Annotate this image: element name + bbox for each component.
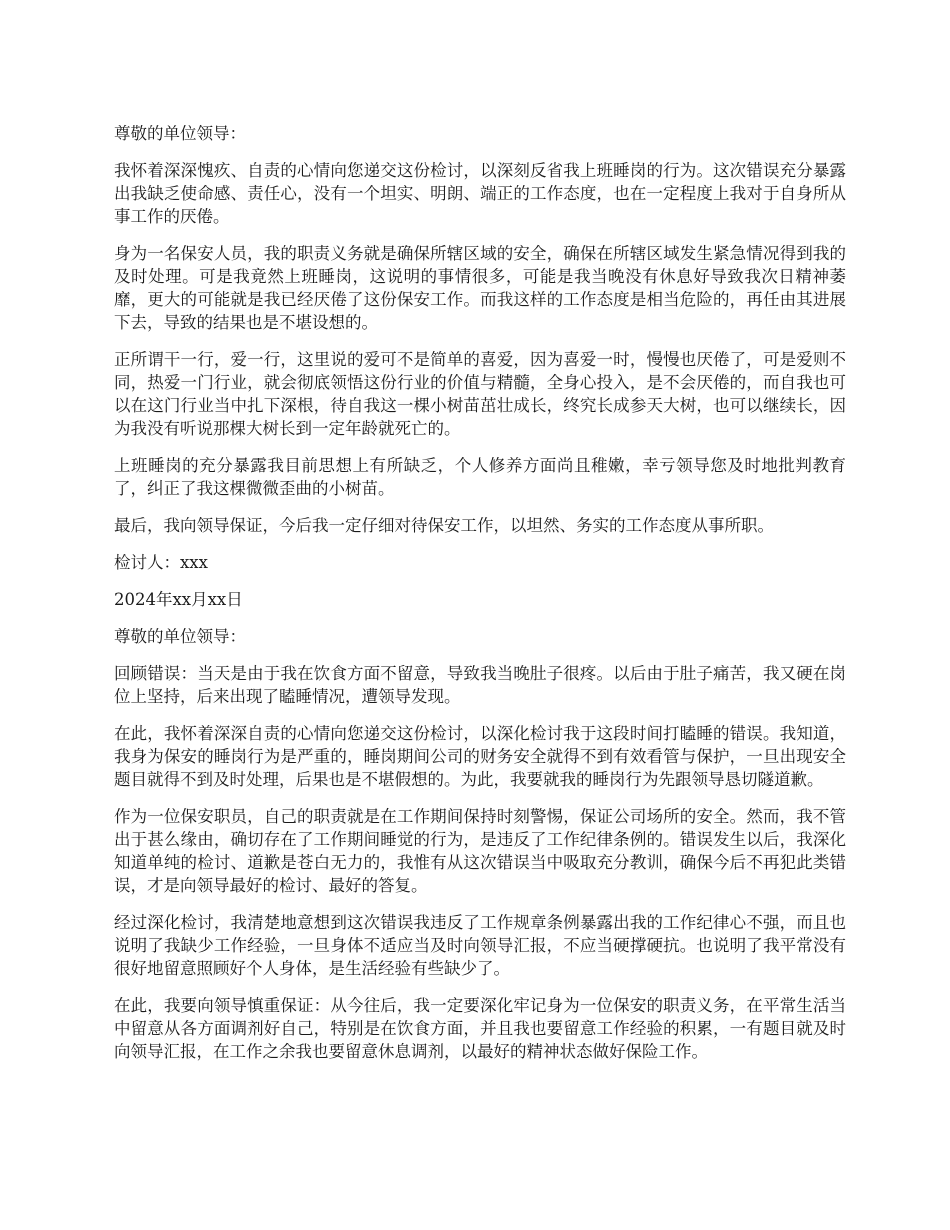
paragraph-apology: 在此，我怀着深深自责的心情向您递交这份检讨，以深化检讨我于这段时间打瞌睡的错误。我知道，我身为保安的睡岗行为是严重的，睡岗期间公司的财务安全就得不到有效看管与保护，一旦出现安全题目就得不到及时处理，后果也是不堪假想的。为此，我要就我的睡岗行为先跟领导恳切隧道歉。 [114,724,846,789]
paragraph-promise-1: 最后，我向领导保证，今后我一定仔细对待保安工作，以坦然、务实的工作态度从事所职。 [114,516,774,535]
signature-author: 检讨人：xxx [114,553,208,572]
paragraph-intro-1: 我怀着深深愧疚、自责的心情向您递交这份检讨，以深刻反省我上班睡岗的行为。这次错误充分暴露出我缺乏使命感、责任心，没有一个坦实、明朗、端正的工作态度，也在一定程度上我对于自身所从事工作的厌倦。 [114,161,846,226]
paragraph-love-work: 正所谓干一行，爱一行，这里说的爱可不是简单的喜爱，因为喜爱一时，慢慢也厌倦了，可是爱则不同，热爱一门行业，就会彻底领悟这份行业的价值与精髓，全身心投入，是不会厌倦的，而自我也可以在这门行业当中扎下深根，待自我这一棵小树苗茁壮成长，终究长成参天大树，也可以继续长，因为我没有听说那棵大树长到一定年龄就死亡的。 [114,350,846,438]
paragraph-reflection-1: 上班睡岗的充分暴露我目前思想上有所缺乏，个人修养方面尚且稚嫩，幸亏领导您及时地批判教育了，纠正了我这棵微微歪曲的小树苗。 [114,456,846,498]
document-body [114,122,846,1077]
signature-date: 2024年xx月xx日 [114,590,243,609]
paragraph-review-error: 回顾错误：当天是由于我在饮食方面不留意，导致我当晚肚子很疼。以后由于肚子痛苦，我又硬在岗位上坚持，后来出现了瞌睡情况，遭领导发现。 [114,664,846,706]
paragraph-reflection-2: 经过深化检讨，我清楚地意想到这次错误我违反了工作规章条例暴露出我的工作纪律心不强，而且也说明了我缺少工作经验，一旦身体不适应当及时向领导汇报，不应当硬撑硬抗。也说明了我平常没有很好地留意照顾好个人身体，是生活经验有些缺少了。 [114,913,846,978]
paragraph-promise-2: 在此，我要向领导慎重保证：从今往后，我一定要深化牢记身为一位保安的职责义务，在平常生活当中留意从各方面调剂好自己，特别是在饮食方面，并且我也要留意工作经验的积累，一有题目就及时向领导汇报，在工作之余我也要留意休息调剂，以最好的精神状态做好保险工作。 [114,996,846,1061]
salutation-2: 尊敬的单位领导： [114,627,246,646]
paragraph-duty-1: 身为一名保安人员，我的职责义务就是确保所辖区域的安全，确保在所辖区域发生紧急情况得到我的及时处理。可是我竟然上班睡岗，这说明的事情很多，可能是我当晚没有休息好导致我次日精神萎靡，更大的可能就是我已经厌倦了这份保安工作。而我这样的工作态度是相当危险的，再任由其进展下去，导致的结果也是不堪设想的。 [114,244,846,332]
salutation-1: 尊敬的单位领导： [114,124,246,143]
paragraph-duty-2: 作为一位保安职员，自己的职责就是在工作期间保持时刻警惕，保证公司场所的安全。然而，我不管出于甚么缘由，确切存在了工作期间睡觉的行为，是违反了工作纪律条例的。错误发生以后，我深化知道单纯的检讨、道歉是苍白无力的，我惟有从这次错误当中吸取充分教训，确保今后不再犯此类错误，才是向领导最好的检讨、最好的答复。 [114,807,846,895]
